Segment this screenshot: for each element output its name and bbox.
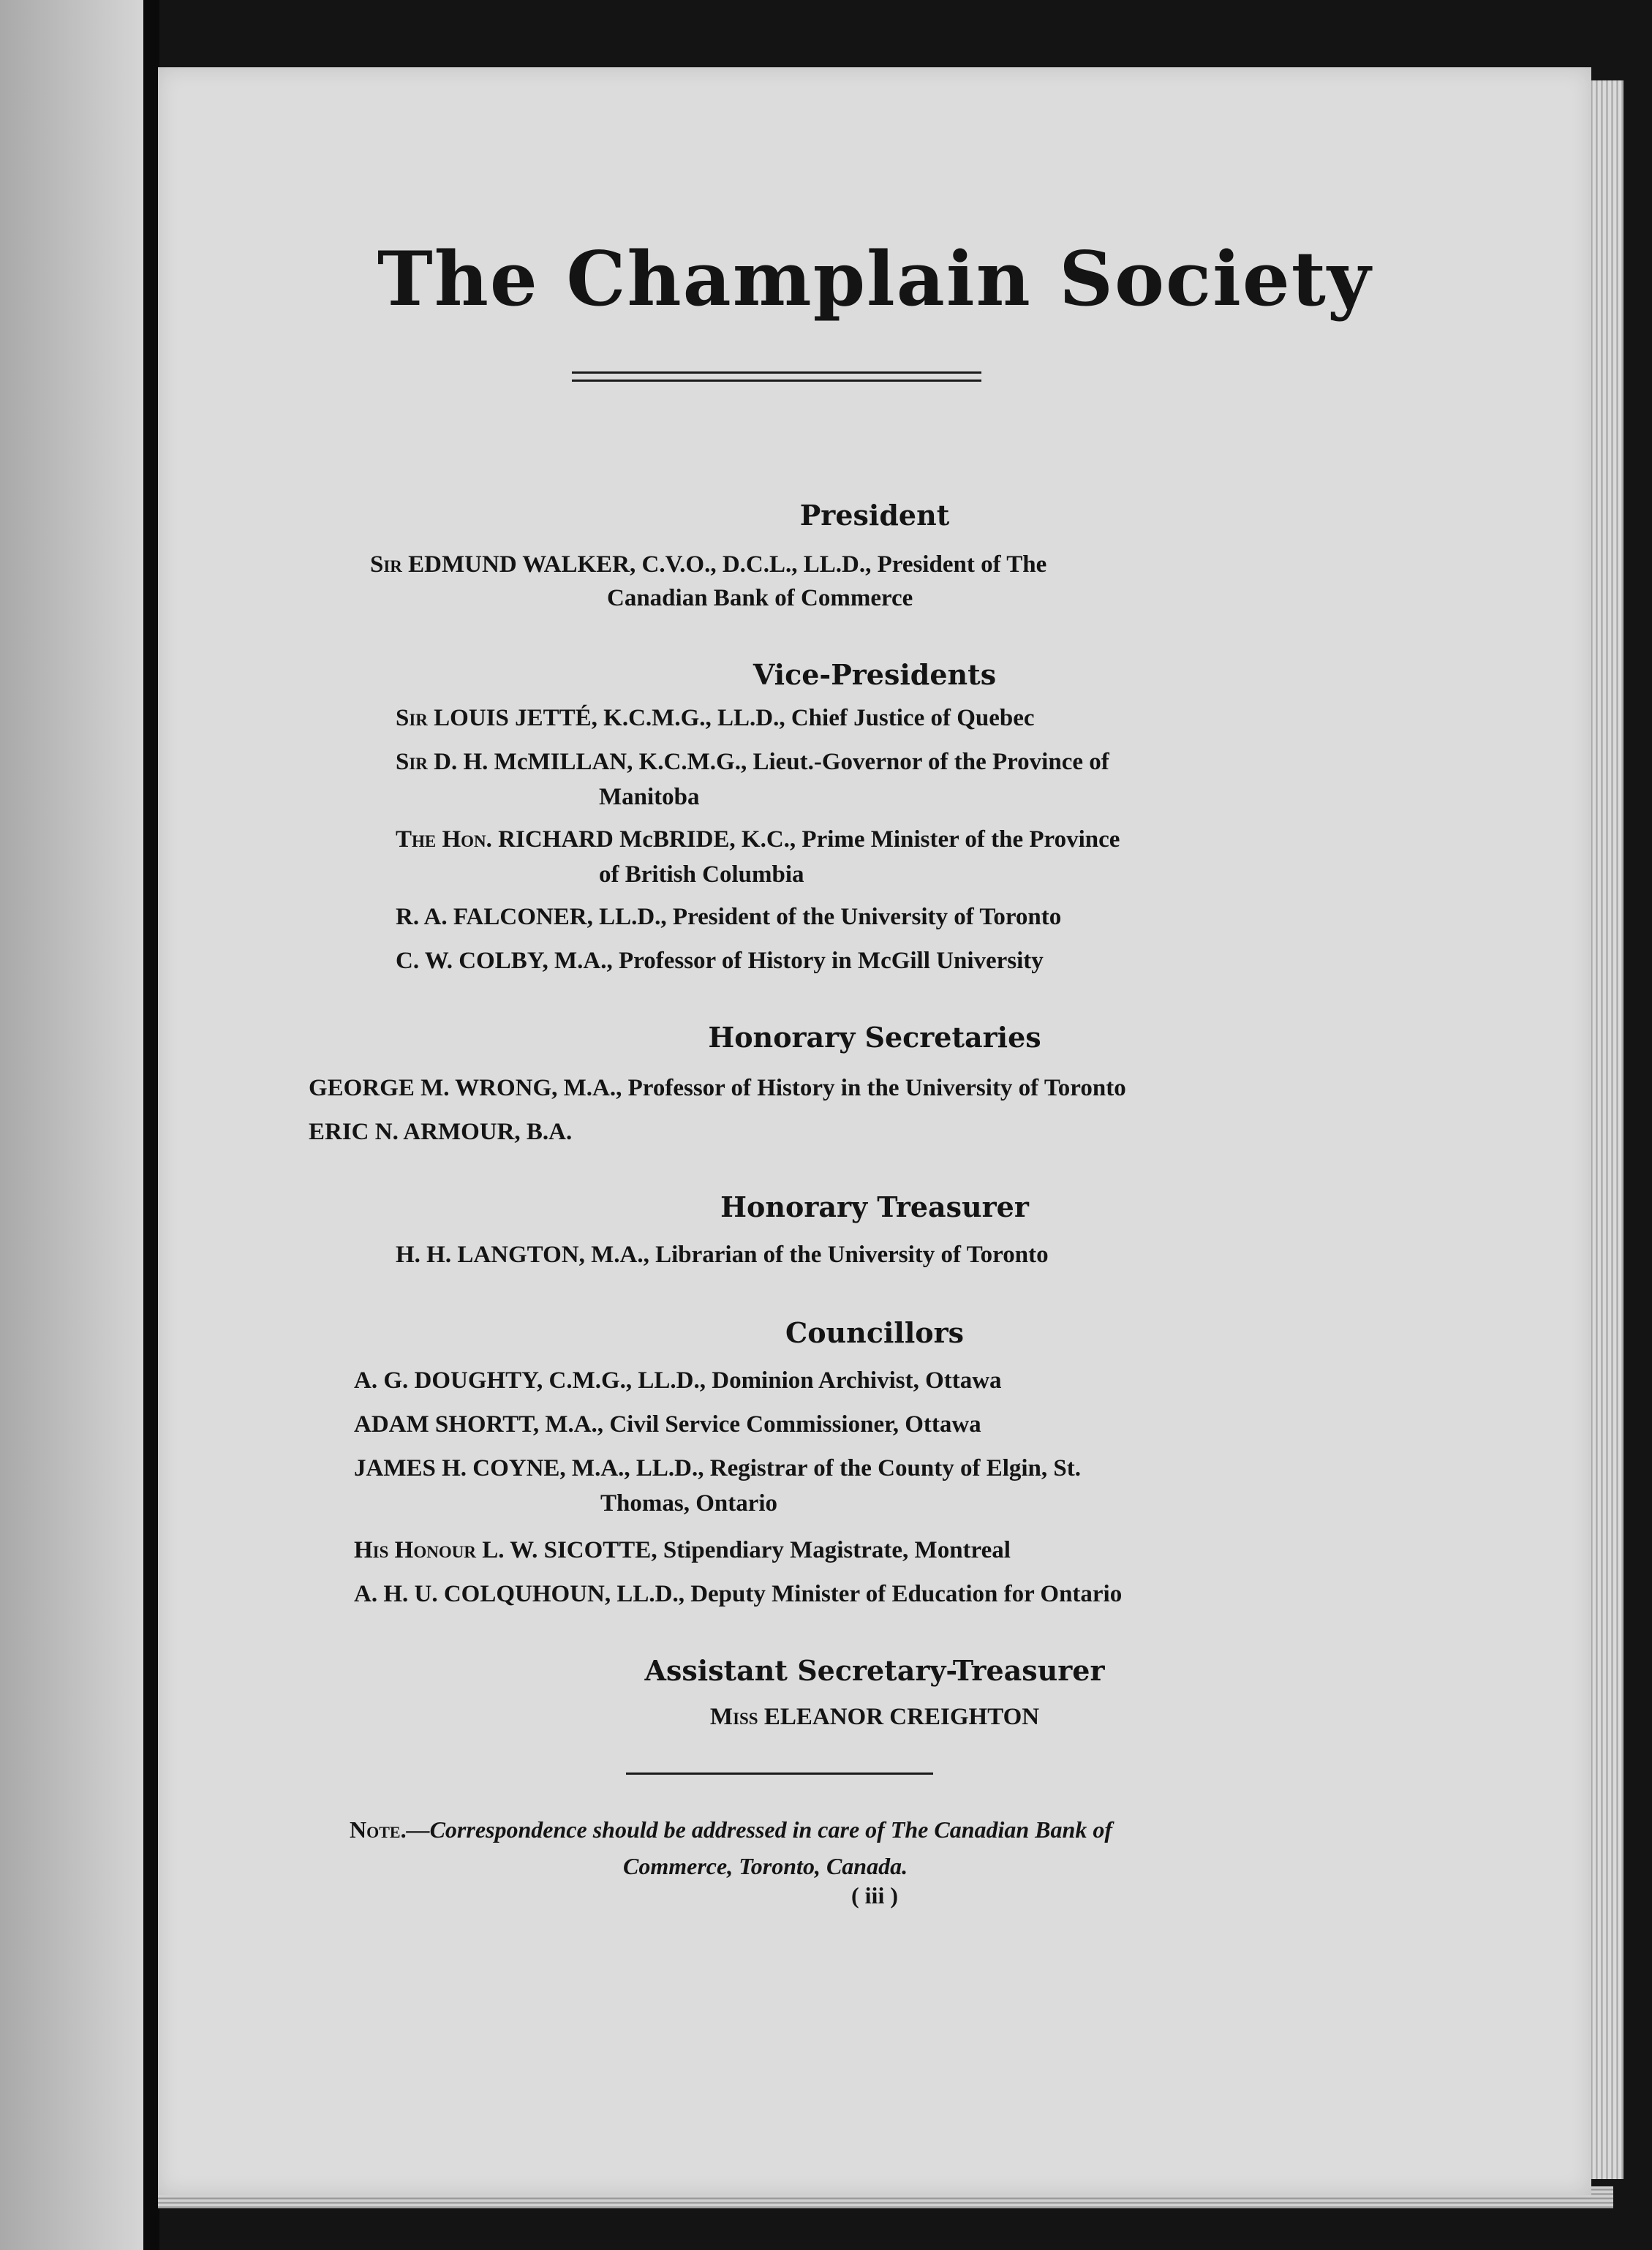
vice-president-entry [396, 902, 1061, 932]
footnote-cont [623, 1853, 908, 1880]
member-description: Professor of History in the University of Toronto [627, 1075, 1126, 1101]
member-name: ERIC N. ARMOUR, B.A. [309, 1119, 573, 1145]
member-description-cont: Manitoba [599, 784, 700, 810]
member-name: L. W. SICOTTE, [482, 1537, 657, 1563]
member-name: C. W. COLBY, M.A., [396, 948, 613, 974]
member-description-cont: Thomas, Ontario [600, 1490, 778, 1517]
vice-president-entry [396, 946, 1044, 975]
member-description: Chief Justice of Quebec [791, 705, 1035, 731]
treasurer-entry [396, 1240, 1049, 1269]
member-name: ADAM SHORTT, M.A., [354, 1411, 604, 1438]
heading-president: President [799, 499, 950, 532]
heading-honorary-treasurer: Honorary Treasurer [720, 1190, 1029, 1223]
heading-assistant-secretary-treasurer: Assistant Secretary-Treasurer [644, 1654, 1105, 1687]
facing-page-edge [0, 0, 146, 2250]
honorific: His Honour [354, 1537, 476, 1563]
assistant-entry [158, 1702, 1591, 1732]
member-description: Deputy Minister of Education for Ontario [690, 1581, 1123, 1607]
member-description: President of the University of Toronto [672, 904, 1062, 930]
councillor-entry [354, 1410, 981, 1439]
vice-president-entry [396, 703, 1035, 733]
member-description: Stipendiary Magistrate, Montreal [663, 1537, 1011, 1563]
councillor-entry [354, 1454, 1081, 1483]
note-text-cont: Commerce, Toronto, Canada. [623, 1853, 908, 1879]
member-name: R. A. FALCONER, LL.D., [396, 904, 667, 930]
member-description: Registrar of the County of Elgin, St. [709, 1455, 1081, 1481]
note-label: Note. [350, 1816, 407, 1843]
honorific: Miss [709, 1704, 758, 1730]
secretary-entry [309, 1117, 572, 1147]
note-text: —Correspondence should be addressed in care of The Canadian Bank of [406, 1816, 1112, 1843]
member-description: President of The [877, 551, 1047, 578]
honorific: Sir [370, 551, 402, 578]
member-name: H. H. LANGTON, M.A., [396, 1242, 649, 1268]
secretary-entry [309, 1073, 1126, 1103]
honorific: The Hon. [396, 826, 492, 853]
heading-councillors: Councillors [785, 1316, 965, 1349]
member-name: EDMUND WALKER, C.V.O., D.C.L., LL.D., [408, 551, 872, 578]
member-description: Prime Minister of the Province [802, 826, 1120, 853]
member-name: RICHARD McBRIDE, K.C., [498, 826, 796, 853]
page-title: The Champlain Society [377, 235, 1373, 323]
heading-honorary-secretaries: Honorary Secretaries [708, 1021, 1041, 1054]
book-page [158, 67, 1591, 2195]
member-name: GEORGE M. WRONG, M.A., [309, 1075, 622, 1101]
member-description-cont: of British Columbia [599, 861, 804, 888]
member-name: ELEANOR CREIGHTON [763, 1704, 1040, 1730]
honorific: Sir [396, 705, 428, 731]
president-entry [370, 550, 1046, 579]
member-description: Lieut.-Governor of the Province of [753, 749, 1109, 775]
member-name: LOUIS JETTÉ, K.C.M.G., LL.D., [434, 705, 785, 731]
section-divider-rule [626, 1773, 933, 1775]
member-name: A. H. U. COLQUHOUN, LL.D., [354, 1581, 684, 1607]
vice-president-entry [396, 747, 1109, 777]
vice-president-entry [396, 825, 1120, 854]
councillor-entry [354, 1536, 1011, 1565]
title-double-rule [572, 371, 981, 382]
heading-vice-presidents: Vice-Presidents [753, 658, 997, 691]
page-number: ( iii ) [851, 1882, 898, 1909]
member-name: D. H. McMILLAN, K.C.M.G., [434, 749, 747, 775]
member-description: Professor of History in McGill University [619, 948, 1044, 974]
footnote [350, 1816, 1112, 1843]
member-name: JAMES H. COYNE, M.A., LL.D., [354, 1455, 704, 1481]
president-entry-cont: Canadian Bank of Commerce [607, 585, 913, 611]
book-gutter [143, 0, 159, 2250]
member-description: Librarian of the University of Toronto [655, 1242, 1049, 1268]
honorific: Sir [396, 749, 428, 775]
councillor-entry [354, 1366, 1002, 1395]
member-name: A. G. DOUGHTY, C.M.G., LL.D., [354, 1367, 706, 1394]
councillor-entry [354, 1579, 1122, 1609]
member-description: Civil Service Commissioner, Ottawa [609, 1411, 981, 1438]
member-description: Dominion Archivist, Ottawa [712, 1367, 1002, 1394]
